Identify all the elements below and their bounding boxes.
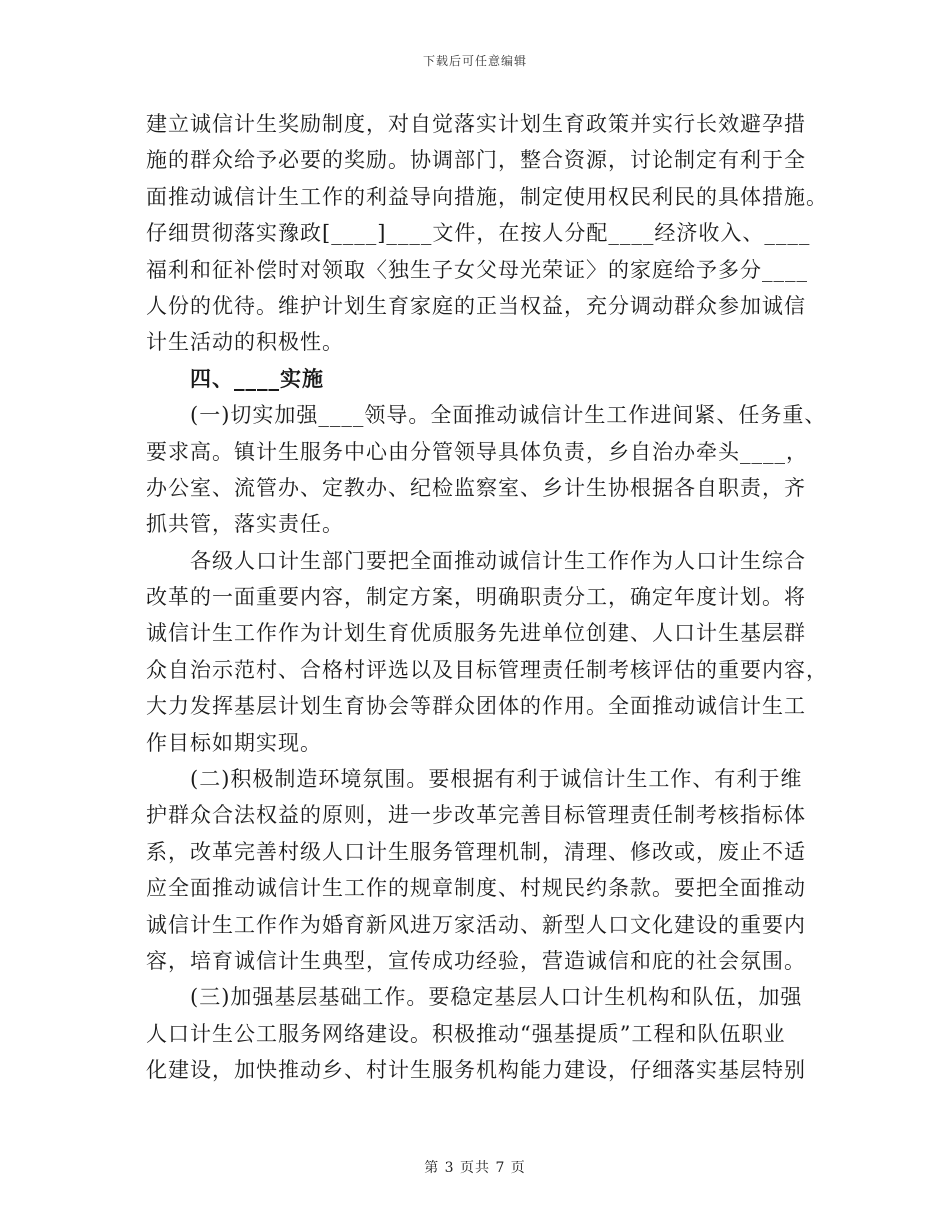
text-line: (二)积极制造环境氛围。要根据有利于诚信计生工作、有利于维	[190, 767, 803, 792]
text-line: 改革的一面重要内容，制定方案，明确职责分工，确定年度计划。将	[146, 585, 806, 610]
text-line: 面推动诚信计生工作的利益导向措施，制定使用权民利民的具体措施。	[146, 184, 828, 209]
page-header: 下载后可任意编辑	[422, 54, 527, 68]
text-line: 众自治示范村、合格村评选以及目标管理责任制考核评估的重要内容，	[146, 657, 828, 682]
text-line: 计生活动的积极性。	[146, 330, 344, 355]
text-line: 各级人口计生部门要把全面推动诚信计生工作作为人口计生综合	[190, 548, 806, 573]
text-line: 系，改革完善村级人口计生服务管理机制，清理、修改或，废止不适	[146, 839, 806, 864]
text-line: 人份的优待。维护计划生育家庭的正当权益，充分调动群众参加诚信	[146, 293, 806, 318]
text-line: 化建设，加快推动乡、村计生服务机构能力建设，仔细落实基层特别	[146, 1058, 806, 1083]
text-line: 福利和征补偿时对领取〈独生子女父母光荣证〉的家庭给予多分____	[146, 257, 808, 282]
text-line: 大力发挥基层计划生育协会等群众团体的作用。全面推动诚信计生工	[146, 694, 806, 719]
document-body	[146, 106, 828, 1089]
text-line: 作目标如期实现。	[146, 730, 322, 755]
text-line: 护群众合法权益的原则，进一步改革完善目标管理责任制考核指标体	[146, 803, 806, 828]
text-line: (一)切实加强____领导。全面推动诚信计生工作进间紧、任务重、	[190, 403, 827, 428]
text-line: 办公室、流管办、定教办、纪检监察室、乡计生协根据各自职责，齐	[146, 475, 806, 500]
text-line: 建立诚信计生奖励制度，对自觉落实计划生育政策并实行长效避孕措	[146, 112, 806, 136]
text-line: 诚信计生工作作为婚育新风进万家活动、新型人口文化建设的重要内	[146, 912, 806, 937]
text-line: 应全面推动诚信计生工作的规章制度、村规民约条款。要把全面推动	[146, 876, 806, 901]
text-line: 抓共管，落实责任。	[146, 512, 344, 537]
text-line: 仔细贯彻落实豫政[____]____文件，在按人分配____经济收入、____	[146, 221, 811, 246]
text-line: 要求高。镇计生服务中心由分管领导具体负责，乡自治办牵头____，	[146, 439, 808, 464]
text-line: 施的群众给予必要的奖励。协调部门，整合资源，讨论制定有利于全	[146, 148, 806, 173]
page-footer: 第 3 页共 7 页	[424, 1160, 526, 1176]
text-line: 容，培育诚信计生典型，宣传成功经验，营造诚信和庇的社会氛围。	[146, 948, 806, 973]
text-line: 诚信计生工作作为计划生育优质服务先进单位创建、人口计生基层群	[146, 621, 806, 646]
section-heading: 四、____实施	[190, 365, 324, 391]
text-line: (三)加强基层基础工作。要稳定基层人口计生机构和队伍，加强	[190, 985, 803, 1010]
text-line: 人口计生公工服务网络建设。积极推动“强基提质”工程和队伍职业	[146, 1021, 786, 1046]
